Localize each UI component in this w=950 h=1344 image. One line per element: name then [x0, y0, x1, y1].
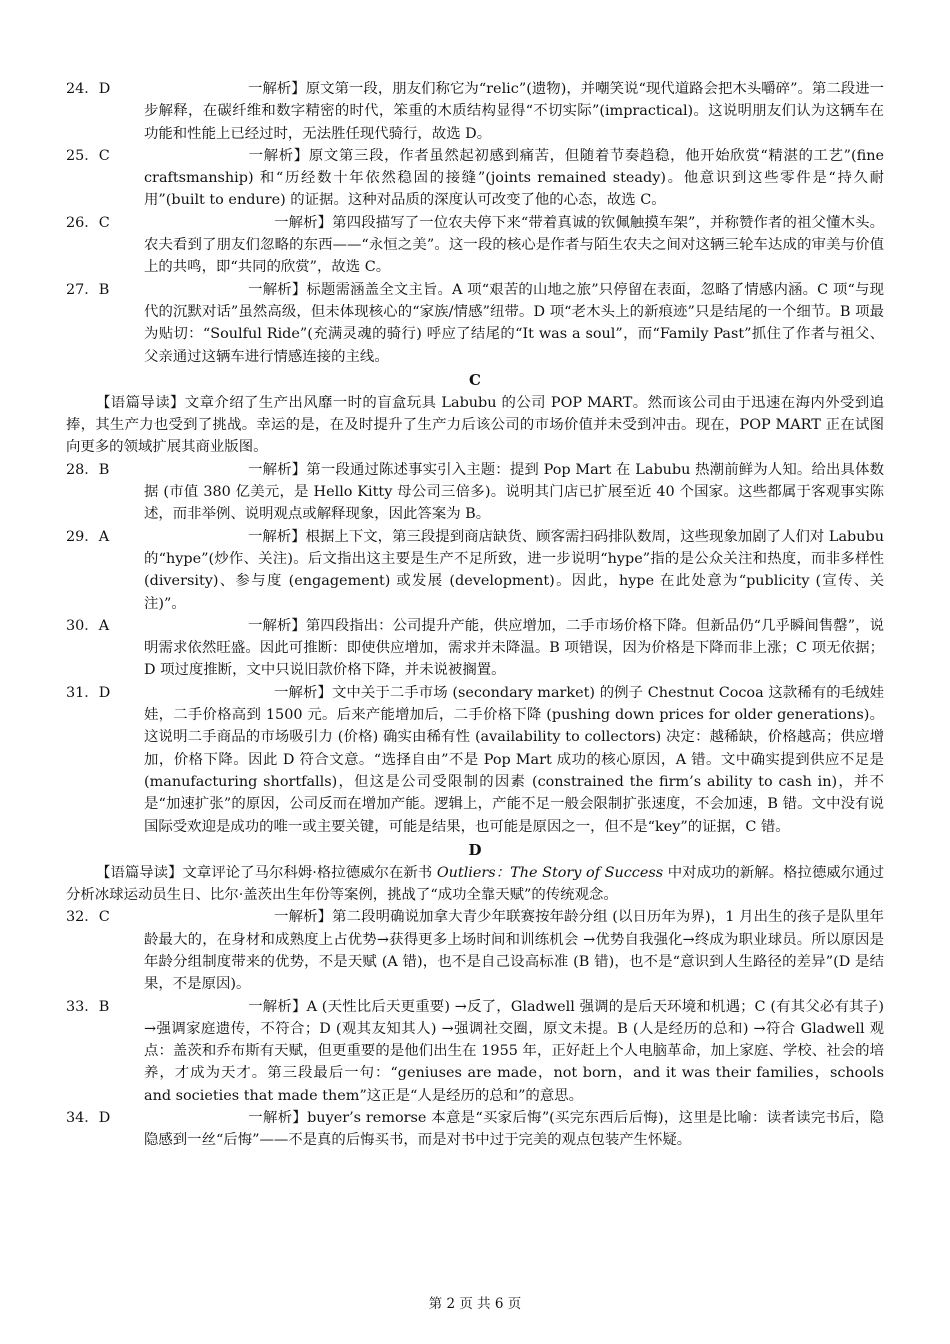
question-number: 27．B — [66, 281, 110, 298]
answer-explanation: 一解析】第一段通过陈述事实引入主题：提到 Pop Mart 在 Labubu 热潮前鲜为人知。给出具体数据 (市值 380 亿美元，是 Hello Kitty 母公司三倍多)。说明其门店已扩展至近 40 个国家。这些都属于客观事实陈述，而非举例、说明观点或解释现象，因此答案为 B。 — [144, 461, 884, 523]
answer-item-29 — [66, 526, 884, 615]
answer-explanation: 一解析】buyer’s remorse 本意是“买家后悔”(买完东西后后悔)，这里是比喻：读者读完书后，隐隐感到一丝“后悔”——不是真的后悔买书，而是对书中过于完美的观点包装产生怀疑。 — [144, 1110, 884, 1149]
question-number: 30．A — [66, 617, 110, 634]
answer-explanation: 一解析】标题需涵盖全文主旨。A 项“艰苦的山地之旅”只停留在表面，忽略了情感内涵。C 项“与现代的沉默对话”虽然高级，但未体现核心的“家族/情感”纽带。D 项“老木头上的新痕迹”只是结尾的一个细节。B 项最为贴切：“Soulful Ride”(充满灵魂的骑行) 呼应了结尾的“It was a soul”，而“Family Past”抓住了作者与祖父、父亲通过这辆车进行情感连接的主线。 — [144, 281, 884, 365]
answer-item-33 — [66, 996, 884, 1107]
answer-explanation: 一解析】第四段描写了一位农夫停下来“带着真诚的钦佩触摸车架”，并称赞作者的祖父懂木头。农夫看到了朋友们忽略的东西——“永恒之美”。这一段的核心是作者与陌生农夫之间对这辆三轮车达成的审美与价值上的共鸣，即“共同的欣赏”，故选 C。 — [144, 214, 884, 276]
answer-item-31 — [66, 682, 884, 838]
answer-explanation: 一解析】第二段明确说加拿大青少年联赛按年龄分组 (以日历年为界)，1 月出生的孩子是队里年龄最大的，在身材和成熟度上占优势→获得更多上场时间和训练机会 →优势自我强化→终成为职业球员。所以原因是年龄分组制度带来的优势，不是天赋 (A 错)，也不是自己设高标准 (B 错)，也不是“意识到人生路径的差异”(D 是结果，不是原因)。 — [144, 909, 884, 993]
question-number: 33．B — [66, 998, 110, 1015]
answer-item-34 — [66, 1107, 884, 1152]
guide-text: 【语篇导读】文章评论了马尔科姆·格拉德威尔在新书 — [96, 864, 437, 881]
question-number: 26．C — [66, 214, 110, 231]
answer-item-26 — [66, 212, 884, 279]
answer-explanation: 一解析】第四段指出：公司提升产能，供应增加，二手市场价格下降。但新品仍“几乎瞬间售罄”，说明需求依然旺盛。因此可推断：即使供应增加，需求并未降温。B 项错误，因为价格是下降而非上涨；C 项无依据；D 项过度推断，文中只说旧款价格下降，并未说被搁置。 — [144, 617, 884, 679]
answer-explanation: 一解析】A (天性比后天更重要) →反了，Gladwell 强调的是后天环境和机遇；C (有其父必有其子) →强调家庭遗传，不符合；D (观其友知其人) →强调社交圈，原文未提。B (人是经历的总和) →符合 Gladwell 观点：盖茨和乔布斯有天赋，但更重要的是他们出生在 1955 年，正好赶上个人电脑革命，加上家庭、学校、社会的培养，才成为天才。第三段最后一句：“geniuses are made，not born，and it was their families，schools and societies that made them”这正是“人是经历的总和”的意思。 — [144, 998, 884, 1104]
page-footer: 第 2 页 共 6 页 — [428, 1296, 522, 1312]
answer-explanation: 一解析】根据上下文，第三段提到商店缺货、顾客需扫码排队数周，这些现象加剧了人们对 Labubu 的“hype”(炒作、关注)。后文指出这主要是生产不足所致，进一步说明“hype”指的是公众关注和热度，而非多样性 (diversity)、参与度 (engagement) 或发展 (development)。因此，hype 在此处意为“publicity (宣传、关注)”。 — [144, 528, 884, 612]
question-number: 31．D — [66, 684, 111, 701]
reading-guide-c: 【语篇导读】文章介绍了生产出风靡一时的盲盒玩具 Labubu 的公司 POP MART。然而该公司由于迅速在海内外受到追捧，其生产力也受到了挑战。幸运的是，在及时提升了生产力后该公司的市场价值并未受到冲击。现在，POP MART 正在试图向更多的领域扩展其商业版图。 — [66, 394, 884, 456]
section-heading-d: D — [468, 840, 482, 859]
question-number: 24．D — [66, 81, 111, 97]
answer-explanation: 一解析】原文第一段，朋友们称它为“relic”(遗物)，并嘲笑说“现代道路会把木头嚼碎”。第二段进一步解释，在碳纤维和数字精密的时代，笨重的木质结构显得“不切实际”(impractical)。这说明朋友们认为这辆车在功能和性能上已经过时，无法胜任现代骑行，故选 D。 — [144, 81, 884, 142]
answer-item-24 — [66, 78, 884, 145]
question-number: 34．D — [66, 1110, 111, 1127]
question-number: 28．B — [66, 461, 110, 478]
answer-explanation: 一解析】原文第三段，作者虽然起初感到痛苦，但随着节奏趋稳，他开始欣赏“精湛的工艺”(fine craftsmanship) 和“历经数十年依然稳固的接缝”(joints remained steady)。他意识到这些零件是“持久耐用”(built to endure) 的证据。这种对品质的深度认可改变了他的心态，故选 C。 — [144, 147, 884, 209]
answer-item-30 — [66, 615, 884, 682]
reading-guide-d — [66, 862, 884, 907]
answer-explanation: 一解析】文中关于二手市场 (secondary market) 的例子 Chestnut Cocoa 这款稀有的毛绒娃娃，二手价格高到 1500 元。后来产能增加后，二手价格下降 (pushing down prices for older generations)。这说明二手商品的市场吸引力 (价格) 确实由稀有性 (availability to collectors) 决定：越稀缺，价格越高；供应增加，价格下降。因此 D 符合文意。“选择自由”不是 Pop Mart 成功的核心原因，A 错。文中确实提到供应不足是 (manufacturing shortfalls)，但这是公司受限制的因素 (constrained the firm’s ability to cash in)，并不是“加速扩张”的原因，公司反而在增加产能。逻辑上，产能不足一般会限制扩张速度，不会加速，B 错。文中没有说国际受欢迎是成功的唯一或主要关键，可能是结果，也可能是原因之一，但不是“key”的证据，C 错。 — [144, 684, 884, 835]
answer-item-32 — [66, 906, 884, 995]
answer-page — [66, 78, 884, 1152]
guide-text: 中对成功的新解。格拉德威尔通过分析冰球运动员生日、比尔·盖茨出生年份等案例，挑战了“成功全靠天赋”的传统观念。 — [66, 864, 885, 904]
section-heading-c: C — [469, 370, 481, 389]
answer-item-28 — [66, 459, 884, 526]
question-number: 25．C — [66, 147, 110, 164]
answer-item-27 — [66, 279, 884, 368]
question-number: 29．A — [66, 528, 110, 545]
book-title: Outliers：The Story of Success — [436, 864, 664, 881]
answer-item-25 — [66, 145, 884, 212]
question-number: 32．C — [66, 909, 110, 926]
